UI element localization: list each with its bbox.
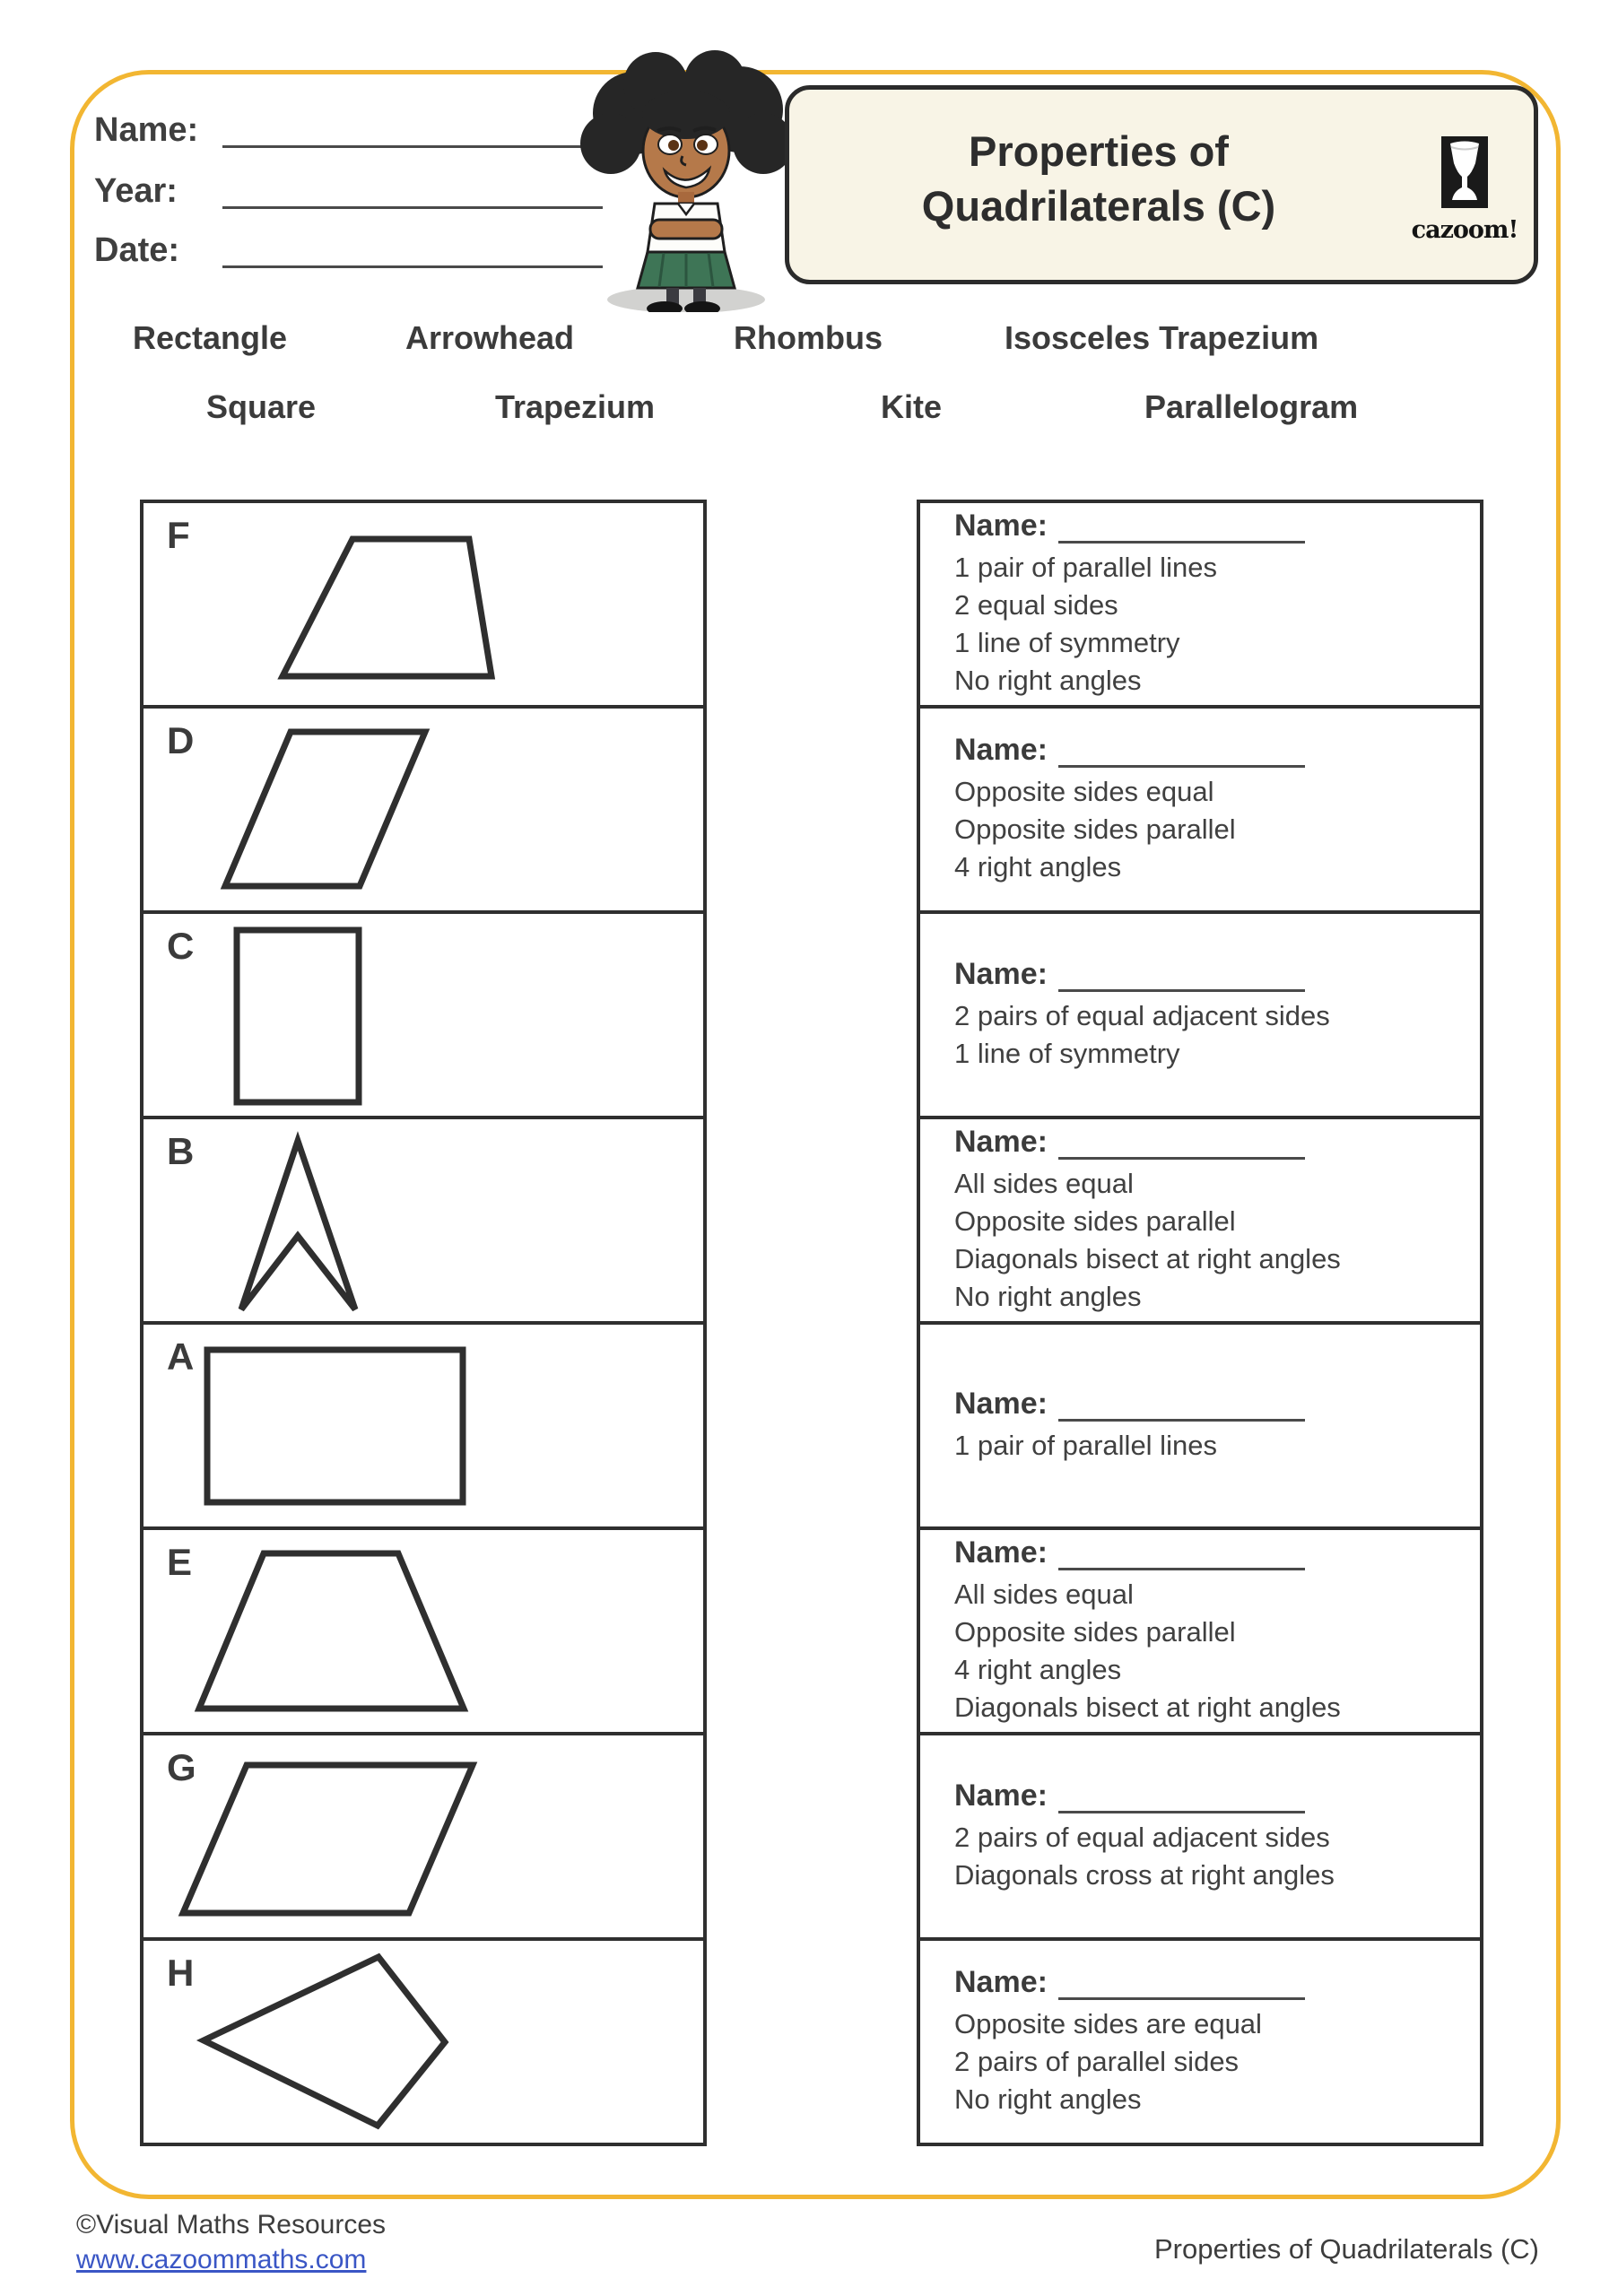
property-line: Diagonals bisect at right angles <box>954 1692 1341 1723</box>
year-field-line[interactable] <box>222 206 603 209</box>
property-line: 4 right angles <box>954 1654 1122 1685</box>
rectangle-shape <box>144 1325 703 1526</box>
word-bank-item-kite: Kite <box>881 388 943 425</box>
name-field-line[interactable] <box>222 145 603 148</box>
name-answer-blank[interactable] <box>1058 1392 1305 1422</box>
parallelogram-wide-shape <box>144 1735 703 1937</box>
name-answer-blank[interactable] <box>1058 1784 1305 1813</box>
property-line: Opposite sides parallel <box>954 1616 1236 1648</box>
property-line: Diagonals bisect at right angles <box>954 1243 1341 1274</box>
shape-letter: H <box>167 1952 195 1994</box>
year-field-label: Year: <box>94 172 178 210</box>
property-line: 1 line of symmetry <box>954 627 1180 658</box>
kite-shape <box>144 1941 703 2143</box>
shape-box-G <box>140 1732 707 1941</box>
name-field-label: Name: <box>94 111 199 149</box>
name-row <box>954 1387 1458 1422</box>
property-line: 1 line of symmetry <box>954 1038 1180 1069</box>
property-line: No right angles <box>954 1281 1142 1312</box>
shape-box-E <box>140 1526 707 1735</box>
name-label: Name: <box>954 1125 1048 1159</box>
title-line-1: Properties of <box>969 127 1229 175</box>
property-line: 2 pairs of equal adjacent sides <box>954 1822 1330 1853</box>
properties-box-A <box>917 1321 1483 1530</box>
name-answer-blank[interactable] <box>1058 962 1305 992</box>
property-line: 2 pairs of parallel sides <box>954 2046 1240 2077</box>
property-line: Opposite sides equal <box>954 776 1214 807</box>
name-label: Name: <box>954 1965 1048 1999</box>
properties-box-B <box>917 1116 1483 1325</box>
shape-box-C <box>140 910 707 1119</box>
properties-box-H <box>917 1937 1483 2146</box>
shape-letter: F <box>167 514 190 556</box>
property-line: All sides equal <box>954 1578 1134 1610</box>
word-bank-item-parallelogram: Parallelogram <box>1144 388 1359 425</box>
student-character-illustration <box>570 43 803 312</box>
shape-box-D <box>140 705 707 914</box>
drum-icon <box>1441 136 1488 208</box>
name-row <box>954 509 1458 544</box>
properties-column <box>917 500 1483 2146</box>
properties-box-E <box>917 1526 1483 1735</box>
property-line: 1 pair of parallel lines <box>954 552 1217 583</box>
copyright-text: ©Visual Maths Resources <box>76 2210 387 2239</box>
title-line-2: Quadrilaterals (C) <box>921 182 1276 230</box>
properties-box-C <box>917 910 1483 1119</box>
name-row <box>954 733 1458 768</box>
shape-letter: B <box>167 1130 195 1172</box>
parallelogram-tall-shape <box>144 709 703 910</box>
name-label: Name: <box>954 733 1048 767</box>
word-bank-item-rectangle: Rectangle <box>133 319 288 356</box>
property-line: 2 equal sides <box>954 589 1118 621</box>
name-row <box>954 957 1458 992</box>
shape-box-A <box>140 1321 707 1530</box>
shape-letter: G <box>167 1746 196 1788</box>
property-line: 4 right angles <box>954 851 1122 883</box>
shape-letter: C <box>167 925 195 967</box>
property-line: Opposite sides parallel <box>954 813 1236 845</box>
name-answer-blank[interactable] <box>1058 1970 1305 2000</box>
shape-box-H <box>140 1937 707 2146</box>
date-field-label: Date: <box>94 231 180 269</box>
footer-doc-title: Properties of Quadrilaterals (C) <box>1154 2233 1539 2265</box>
name-label: Name: <box>954 1535 1048 1570</box>
word-bank-item-isosceles-trapezium: Isosceles Trapezium <box>1005 319 1319 356</box>
name-row <box>954 1965 1458 2000</box>
date-field-line[interactable] <box>222 265 603 268</box>
name-answer-blank[interactable] <box>1058 514 1305 544</box>
property-line: No right angles <box>954 665 1142 696</box>
property-line: All sides equal <box>954 1168 1134 1199</box>
word-bank-item-square: Square <box>206 388 317 425</box>
cazoommaths-link[interactable]: www.cazoommaths.com <box>76 2245 367 2274</box>
name-row <box>954 1125 1458 1160</box>
word-bank-item-trapezium: Trapezium <box>495 388 656 425</box>
name-row <box>954 1535 1458 1570</box>
properties-box-G <box>917 1732 1483 1941</box>
property-line: Opposite sides parallel <box>954 1205 1236 1237</box>
trapezium-shape <box>144 503 703 705</box>
arrowhead-shape <box>144 1119 703 1321</box>
cazoom-brand-text: cazoom! <box>1411 216 1518 244</box>
property-line: Opposite sides are equal <box>954 2008 1262 2039</box>
shape-box-B <box>140 1116 707 1325</box>
property-line: Diagonals cross at right angles <box>954 1859 1335 1891</box>
name-answer-blank[interactable] <box>1058 1130 1305 1160</box>
shape-box-F <box>140 500 707 709</box>
name-answer-blank[interactable] <box>1058 1541 1305 1570</box>
shape-letter: D <box>167 719 195 761</box>
square-shape <box>144 914 703 1116</box>
properties-box-D <box>917 705 1483 914</box>
isosceles-trapezium-shape <box>144 1530 703 1732</box>
properties-box-F <box>917 500 1483 709</box>
name-label: Name: <box>954 1779 1048 1813</box>
word-bank-item-arrowhead: Arrowhead <box>405 319 575 356</box>
property-line: 2 pairs of equal adjacent sides <box>954 1000 1330 1031</box>
property-line: No right angles <box>954 2083 1142 2115</box>
title-box <box>785 85 1538 284</box>
cazoom-logo <box>1406 136 1523 244</box>
shape-letter: E <box>167 1541 193 1583</box>
name-label: Name: <box>954 1387 1048 1421</box>
shape-column <box>140 500 707 2146</box>
property-line: 1 pair of parallel lines <box>954 1430 1217 1461</box>
name-answer-blank[interactable] <box>1058 738 1305 768</box>
name-row <box>954 1779 1458 1813</box>
worksheet-title <box>816 124 1381 233</box>
name-label: Name: <box>954 957 1048 991</box>
name-label: Name: <box>954 509 1048 543</box>
word-bank-item-rhombus: Rhombus <box>734 319 883 356</box>
shape-letter: A <box>167 1335 195 1378</box>
